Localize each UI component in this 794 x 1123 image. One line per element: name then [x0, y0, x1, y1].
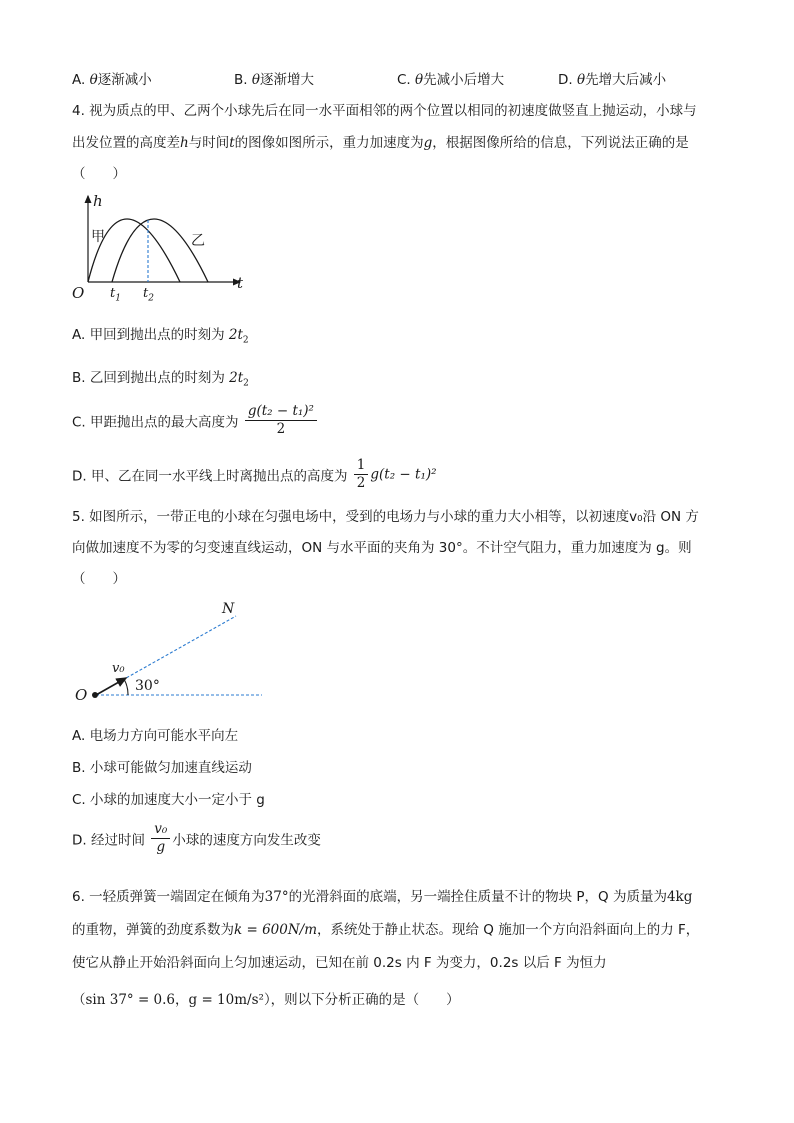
q5-option-d-fraction: $\frac{\text{v₀}}{g}$	[151, 822, 170, 855]
q4-option-c-fraction: $\frac{\text{g(t₂ − t₁)²}}{2}$	[245, 404, 317, 437]
q4-tick-t2: $t_2$	[143, 286, 154, 304]
q4-option-d-fraction: $\frac{1}{2}$	[354, 458, 369, 491]
q5-option-c: C. 小球的加速度大小一定小于 g	[72, 792, 265, 808]
q5-label-N: N	[222, 601, 235, 617]
q4-option-c: C. 甲距抛出点的最大高度为 $\frac{\text{g(t₂ − t₁)²}}{2}$	[72, 404, 319, 437]
q5-ball	[92, 692, 98, 698]
q5-option-d: D. 经过时间 $\frac{\text{v₀}}{g}$ 小球的速度方向发生改变	[72, 821, 321, 855]
q4-option-a: A. 甲回到抛出点的时刻为 $2t_2$	[72, 327, 249, 346]
q4-y-label: h	[93, 192, 103, 210]
q5-velocity-arrow	[96, 678, 126, 695]
q4-answer-paren: （ ）	[72, 166, 126, 182]
q5-stem-line1: 5. 如图所示，一带正电的小球在匀强电场中，受到的电场力与小球的重力大小相等，以初速度v₀沿 ON 方	[72, 509, 699, 525]
q5-option-a: A. 电场力方向可能水平向左	[72, 728, 239, 744]
q4-stem-line2: 出发位置的高度差h与时间t的图像如图所示，重力加速度为g，根据图像所给的信息，下列说法正确的是	[72, 135, 689, 151]
q3-option-b: B. θ逐渐增大	[234, 72, 314, 88]
q5-angle-arc	[124, 679, 128, 695]
q4-option-d: D. 甲、乙在同一水平线上时离抛出点的高度为 $\frac{1}{2}$ g(t₂ − t₁)²	[72, 457, 437, 491]
q5-answer-paren: （ ）	[72, 571, 126, 587]
q5-label-O: O	[75, 686, 88, 704]
q3-option-c: C. θ先减小后增大	[397, 72, 505, 88]
q4-curve1-label: 甲	[91, 229, 105, 245]
q6-stem-line1: 6. 一轻质弹簧一端固定在倾角为37°的光滑斜面的底端，另一端拴住质量不计的物块 P，Q 为质量为4kg	[72, 889, 693, 905]
q5-stem-line2: 向做加速度不为零的匀变速直线运动，ON 与水平面的夹角为 30°。不计空气阻力，重力加速度为 g。则	[72, 540, 692, 556]
q4-curve2-label: 乙	[191, 233, 205, 249]
q4-option-b: B. 乙回到抛出点的时刻为 $2t_2$	[72, 370, 249, 389]
q4-tick-t1: $t_1$	[110, 286, 121, 304]
q4-origin-label: O	[72, 284, 85, 302]
q5-label-v0: v₀	[112, 661, 125, 676]
q6-stem-line2: 的重物，弹簧的劲度系数为k = 600N/m，系统处于静止状态。现给 Q 施加一个方向沿斜面向上的力 F，	[72, 922, 700, 938]
q6-stem-line3: 使它从静止开始沿斜面向上匀加速运动，已知在前 0.2s 内 F 为变力，0.2s 以后 F 为恒力	[72, 955, 607, 971]
q6-stem-line4: （sin 37° = 0.6，g = 10m/s²），则以下分析正确的是（ ）	[72, 992, 460, 1008]
q4-x-label: t	[237, 274, 244, 292]
q5-option-b: B. 小球可能做匀加速直线运动	[72, 760, 252, 776]
q5-label-angle: 30°	[135, 678, 160, 694]
q3-option-d: D. θ先增大后减小	[558, 72, 667, 88]
q4-stem-line1: 4. 视为质点的甲、乙两个小球先后在同一水平面相邻的两个位置以相同的初速度做竖直上抛运动，小球与	[72, 103, 697, 119]
q3-option-a: A. θ逐渐减小	[72, 72, 152, 88]
